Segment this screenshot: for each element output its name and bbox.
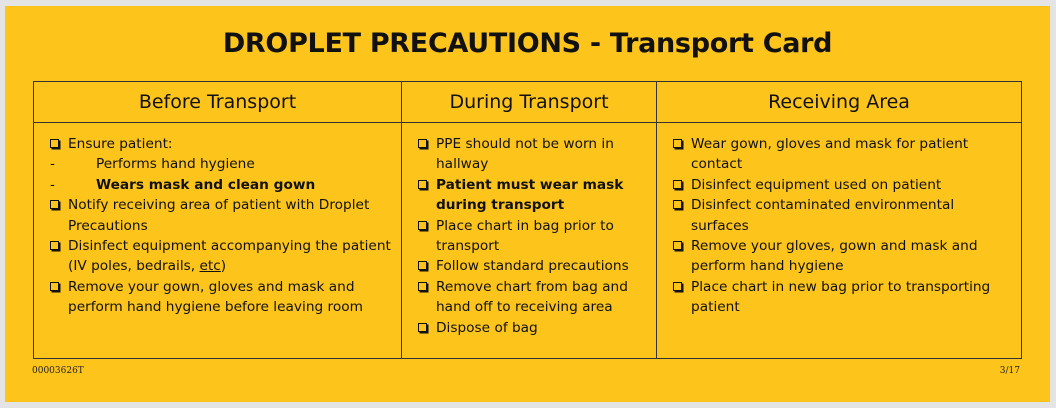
list-item (418, 256, 650, 276)
checklist (418, 134, 650, 338)
list-item (673, 236, 1015, 277)
column-header-during-transport: During Transport (402, 82, 657, 123)
item-text: Disinfect contaminated environmental surfaces (691, 197, 955, 234)
item-text: Notify receiving area of patient with Droplet Precautions (68, 197, 370, 234)
list-item (418, 175, 650, 216)
list-item (50, 195, 395, 236)
column-during-transport (402, 123, 657, 359)
item-text-etc: etc (199, 258, 221, 275)
list-item (418, 134, 650, 175)
checklist (673, 134, 1015, 318)
item-text: Performs hand hygiene (96, 156, 255, 173)
checkbox-icon (50, 282, 59, 291)
checkbox-icon (50, 200, 59, 209)
item-text: Wears mask and clean gown (96, 176, 316, 193)
list-item (673, 134, 1015, 175)
checkbox-icon (673, 180, 682, 189)
list-item (418, 216, 650, 257)
list-item (50, 134, 395, 154)
checkbox-icon (673, 139, 682, 148)
page-indicator: 3/17 (999, 366, 1020, 376)
checkbox-icon (418, 282, 427, 291)
checkbox-icon (673, 282, 682, 291)
list-item (673, 277, 1015, 318)
precautions-table (33, 81, 1022, 359)
item-text: Remove your gown, gloves and mask and perform hand hygiene before leaving room (68, 278, 363, 316)
item-text: PPE should not be worn in hallway (436, 136, 614, 173)
item-text: Dispose of bag (436, 319, 538, 336)
item-text: ) (220, 258, 227, 275)
transport-card (5, 6, 1050, 402)
item-text: Follow standard precautions (436, 258, 629, 275)
checkbox-icon (418, 180, 427, 189)
checkbox-icon (50, 139, 59, 148)
list-subitem (50, 175, 395, 195)
list-item (418, 318, 650, 338)
checklist (50, 134, 395, 318)
item-text: Remove your gloves, gown and mask and perform hand hygiene (691, 238, 978, 275)
item-text: Wear gown, gloves and mask for patient contact (691, 136, 969, 173)
list-item (50, 236, 395, 277)
item-text: Place chart in bag prior to transport (436, 217, 614, 255)
checkbox-icon (418, 139, 427, 148)
item-text: Disinfect equipment accompanying the patient (IV poles, bedrails, (68, 238, 391, 275)
checkbox-icon (50, 241, 59, 250)
checkbox-icon (673, 200, 682, 209)
dash-icon: - (50, 156, 55, 173)
list-subitem (50, 154, 395, 174)
column-receiving-area (657, 123, 1022, 359)
item-text: Remove chart from bag and hand off to receiving area (436, 278, 628, 316)
footer-code: 00003626T (32, 366, 84, 376)
item-text: Patient must wear mask during transport (436, 176, 624, 214)
column-header-receiving-area: Receiving Area (657, 82, 1022, 123)
item-text: Ensure patient: (68, 136, 173, 152)
item-text: Disinfect equipment used on patient (691, 176, 942, 193)
list-item (418, 277, 650, 318)
content-row (34, 123, 1022, 359)
checkbox-icon (418, 261, 427, 270)
checkbox-icon (673, 241, 682, 250)
list-item (673, 195, 1015, 236)
list-item (50, 277, 395, 318)
column-before-transport (34, 123, 402, 359)
column-header-before-transport: Before Transport (34, 82, 402, 123)
checkbox-icon (418, 221, 427, 230)
header-row (34, 82, 1022, 123)
card-title: DROPLET PRECAUTIONS - Transport Card (222, 28, 833, 59)
checkbox-icon (418, 323, 427, 332)
item-text: Place chart in new bag prior to transporting patient (691, 278, 991, 316)
list-item (673, 175, 1015, 195)
dash-icon: - (50, 176, 55, 193)
